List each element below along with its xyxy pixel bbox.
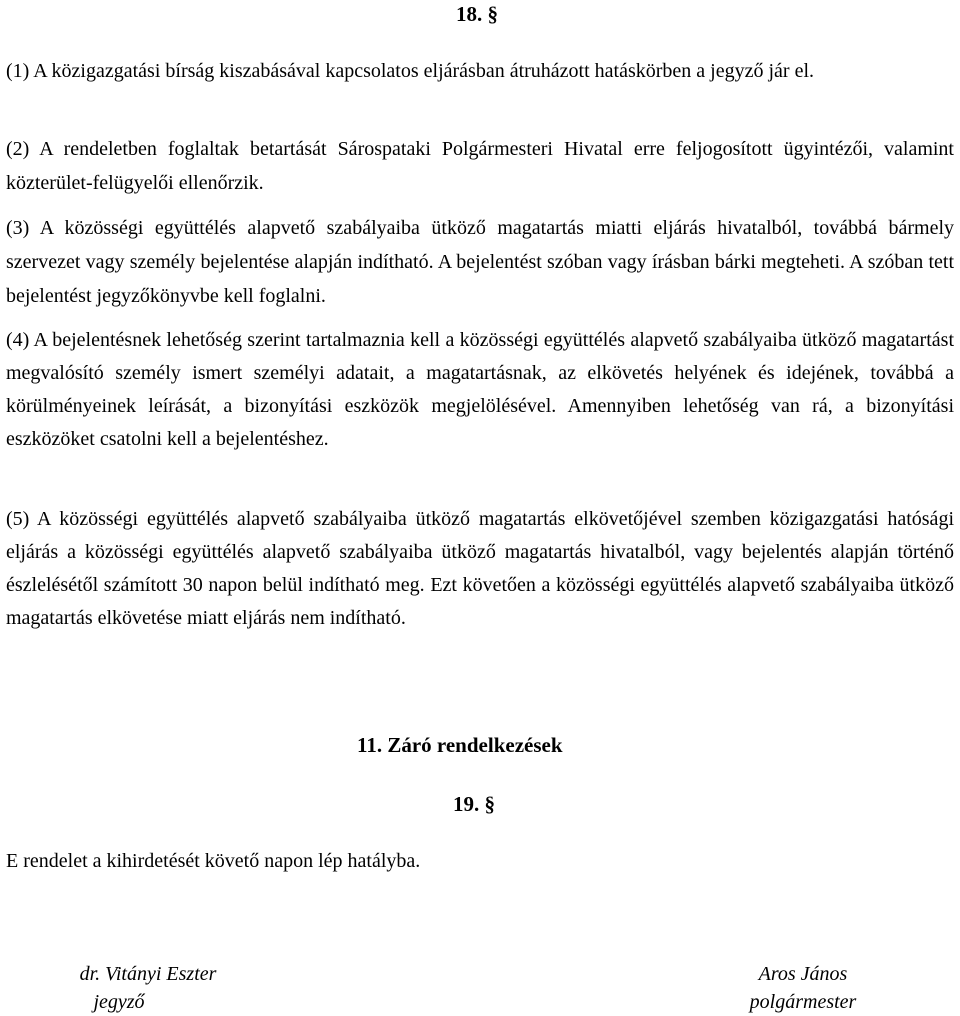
paragraph-18-1: (1) A közigazgatási bírság kiszabásával kapcsolatos eljárásban átruházott hatáskörben a jegyző jár el. bbox=[6, 60, 815, 82]
section-19-heading: 19. § bbox=[453, 792, 495, 816]
paragraph-18-3: (3) A közösségi együttélés alapvető szabályaiba ütköző magatartás miatti eljárás hivatalból, továbbá bármely szervezet vagy személy bejelentése alapján indítható. A bejelentést szóban vagy írásban bárki megteheti. A szóban tett bejelentést jegyzőkönyvbe kell foglalni. bbox=[6, 217, 954, 307]
paragraph-18-2: (2) A rendeletben foglaltak betartását Sárospataki Polgármesteri Hivatal erre feljogosított ügyintézői, valamint közterület-felügyelői ellenőrzik. bbox=[6, 138, 954, 194]
signature-left-role: jegyző bbox=[93, 991, 145, 1013]
paragraph-19-1: E rendelet a kihirdetését követő napon lép hatályba. bbox=[6, 850, 421, 872]
chapter-11-heading: 11. Záró rendelkezések bbox=[357, 733, 563, 757]
section-18-heading: 18. § bbox=[456, 2, 498, 26]
paragraph-18-5: (5) A közösségi együttélés alapvető szabályaiba ütköző magatartás elkövetőjével szemben közigazgatási hatósági eljárás a közösségi együttélés alapvető szabályaiba ütköző magatartás hivatalból, vagy bejelentés alapján történő észlelésétől számított 30 napon belül indítható meg. Ezt követően a közösségi együttélés alapvető szabályaiba ütköző magatartás elkövetése miatt eljárás nem indítható. bbox=[6, 508, 954, 629]
signature-right-role: polgármester bbox=[749, 991, 857, 1013]
signature-left-name: dr. Vitányi Eszter bbox=[79, 963, 217, 985]
paragraph-18-4: (4) A bejelentésnek lehetőség szerint tartalmaznia kell a közösségi együttélés alapvető szabályaiba ütköző magatartást megvalósító személy ismert személyi adatait, a magatartásnak, az elkövetés helyének és idejének, továbbá a körülményeinek leírását, a bizonyítási eszközök megjelölésével. Amennyiben lehetőség van rá, a bizonyítási eszközöket csatolni kell a bejelentéshez. bbox=[6, 329, 954, 450]
signature-right-name: Aros János bbox=[758, 963, 848, 985]
